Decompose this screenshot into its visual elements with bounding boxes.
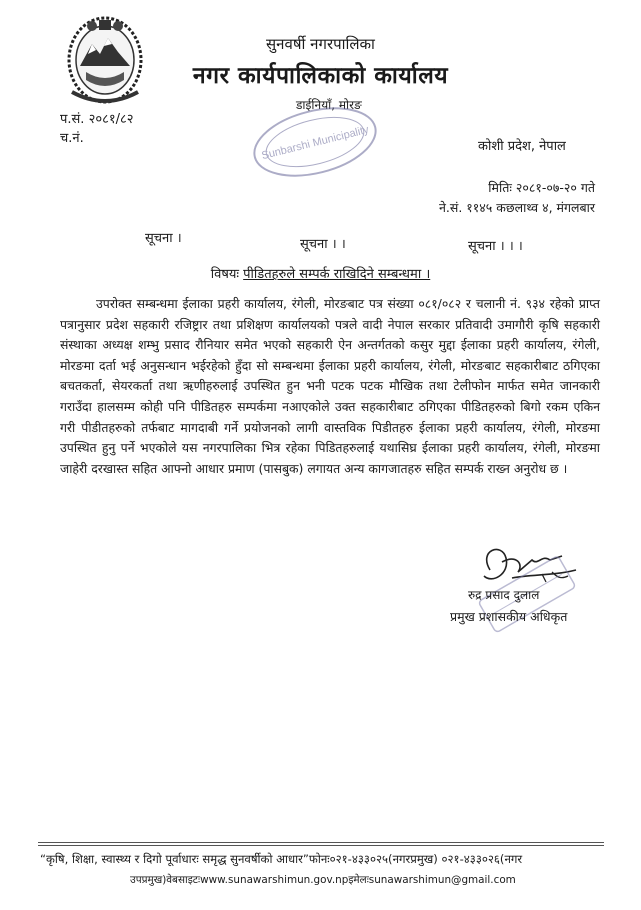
- office-address: डाईनियाँ, मोरङ: [296, 98, 362, 112]
- date-block: [420, 178, 595, 218]
- signatory-name: रुद्र प्रसाद दुलाल: [468, 588, 540, 602]
- subject-line: [0, 264, 641, 282]
- municipality-name: सुनवर्षी नगरपालिका: [266, 35, 375, 53]
- date-nepal-sambat: ने.सं. ११४५ कछलाथ्व ४, मंगलबार: [438, 200, 595, 215]
- reference-number: प.सं. २०८१/८२: [60, 112, 134, 127]
- footer-divider-secondary: [38, 845, 604, 846]
- subject-text: पीडितहरुले सम्पर्क राखिदिने सम्बन्धमा ।: [243, 267, 431, 282]
- office-stamp: [244, 93, 387, 190]
- signatory-title: प्रमुख प्रशासकीय अधिकृत: [450, 609, 568, 624]
- subject-label: विषयः: [210, 267, 240, 282]
- footer-motto-phone: “कृषि, शिक्षा, स्वास्थ्य र दिगो पूर्वाधारः समृद्ध सुनवर्षीको आधार”फोनः०२१-४३३०२५(नगरप्रमुख) ०२१-४३३०२६(नगर: [40, 852, 523, 866]
- footer-divider: [38, 842, 604, 843]
- province-name: कोशी प्रदेश, नेपाल: [478, 139, 566, 154]
- footer-contact: उपप्रमुख)वेबसाइटःwww.sunawarshimun.gov.npइमेलःsunawarshimun@gmail.com: [130, 874, 516, 886]
- date-bs: मितिः २०८१-०७-२० गते: [488, 180, 595, 195]
- notice-heading-3: सूचना । । ।: [468, 239, 523, 254]
- dispatch-number: च.नं.: [60, 131, 84, 146]
- stamp-text: Sunbarshi Municipality: [260, 123, 371, 163]
- letter-body: उपरोक्त सम्बन्धमा ईलाका प्रहरी कार्यालय, रंगेली, मोरङबाट पत्र संख्या ०८१/०८२ र चलानी नं. ९३४ रहेको प्राप्त पत्रानुसार प्रदेश सहकारी रजिष्ट्रार तथा प्रशिक्षण कार्यालयको पत्रले वादी नेपाल सरकार प्रतिवादी उमागौरी कृषि सहकारी संस्थाका अध्यक्ष शम्भु प्रसाद रौनियार समेत भएको सहकारी ऐन अन्तर्गतको कसुर मुद्दा ईलाका प्रहरी कार्यालय, रंगेली, मोरङमा दर्ता भई अनुसन्धान भईरहेको हुँदा सो सम्बन्धमा ईलाका प्रहरी कार्यालय, रंगेली, मोरङबाट सहकारीबाट ठगिएका बचतकर्ता, सेयरकर्ता तथा ऋणीहरुलाई उपस्थित हुन भनी पटक पटक मौखिक तथा टेलीफोन मार्फत समेत जानकारी गराउँदा हालसम्म कोही पनि पीडितहरु सम्पर्कमा नआएकोले उक्त सहकारीबाट ठगिएका पीडितहरुको बिगो रकम एकिन गरी पीडीतहरुको तर्फबाट मागदाबी गर्ने प्रयोजनको लागी वास्तविक पिडीतहरु ईलाका प्रहरी कार्यालय, रंगेली, मोरङमा उपस्थित हुनु पर्ने भएकोले यस नगरपालिका भित्र रहेका पिडितहरुलाई यथासिघ्र ईलाका प्रहरी कार्यालय, रंगेली, मोरङमा जाहेरी दरखास्त सहित आफ्नो आधार प्रमाण (पासबुक) लगायत अन्य कागजातहरु सहित सम्पर्क राख्न अनुरोध छ ।: [60, 296, 600, 476]
- office-title: नगर कार्यपालिकाको कार्यालय: [192, 63, 449, 89]
- notice-heading-2: सूचना । ।: [300, 237, 346, 252]
- reference-block: [60, 110, 134, 148]
- notice-heading-1: सूचना ।: [145, 231, 182, 246]
